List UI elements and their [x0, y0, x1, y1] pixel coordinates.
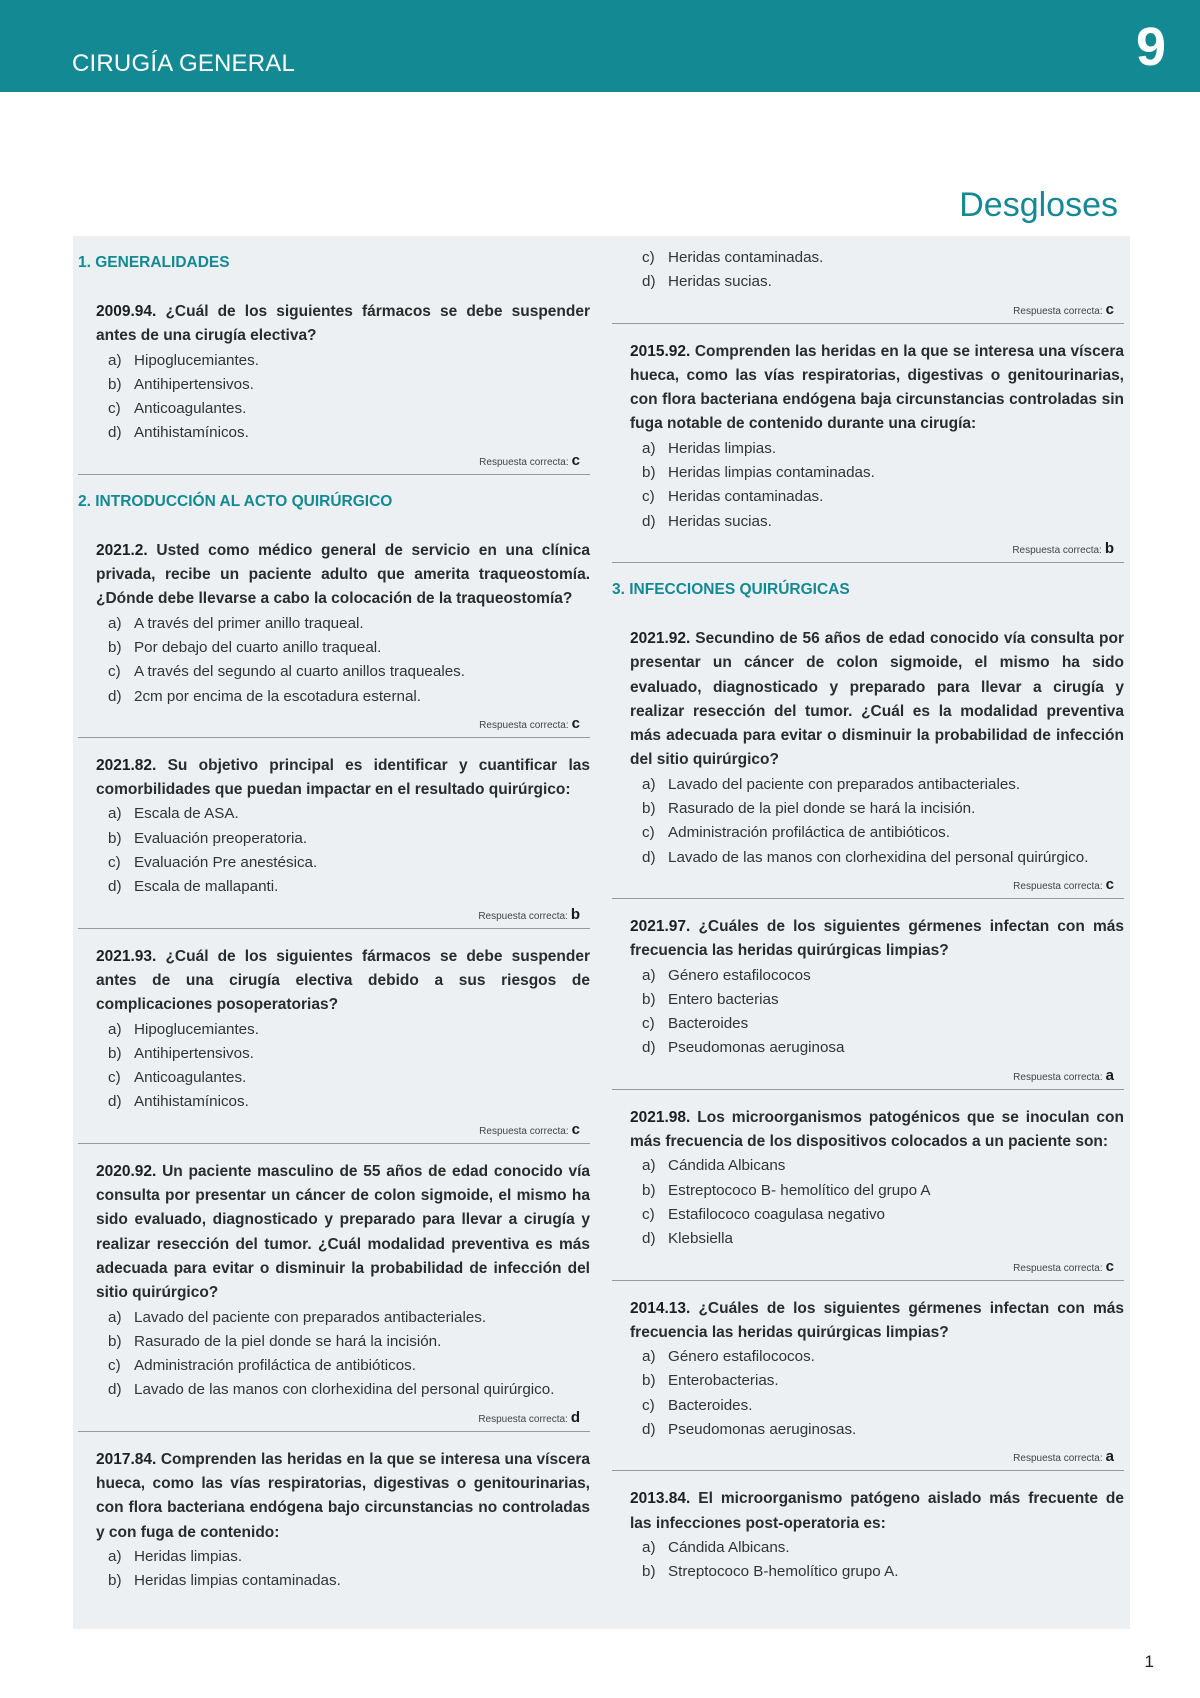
section-title: 2. INTRODUCCIÓN AL ACTO QUIRÚRGICO — [78, 492, 393, 510]
option-text: Hipoglucemiantes. — [134, 1020, 259, 1038]
options-list — [630, 1345, 1124, 1442]
divider — [612, 1089, 1124, 1090]
option-letter: a) — [642, 1157, 656, 1175]
option-item — [96, 1090, 590, 1114]
options-list — [630, 1154, 1124, 1251]
option-text: Heridas contaminadas. — [668, 488, 824, 506]
option-text: Bacteroides — [668, 1015, 749, 1033]
option-item — [630, 846, 1124, 870]
answer-label: Respuesta correcta: — [1013, 1071, 1103, 1083]
question-text: Comprenden las heridas en la que se interesa una víscera hueca, como las vías respiratorias, digestivas o genitourinarias, con flora bacteriana endógena baja circunstancias controladas sin fuga notable de contenido durante una cirugía: — [630, 342, 1124, 433]
option-text: Heridas limpias contaminadas. — [668, 464, 875, 482]
option-text: Estreptococo B- hemolítico del grupo A — [668, 1181, 931, 1199]
option-item — [630, 797, 1124, 821]
option-letter: a) — [108, 614, 122, 632]
option-text: Klebsiella — [668, 1230, 734, 1248]
question-number: 2021.2. — [96, 541, 148, 559]
option-text: Género estafilococos — [668, 966, 811, 984]
option-item — [96, 1330, 590, 1354]
chapter-number: 9 — [1135, 17, 1166, 77]
option-item — [630, 1369, 1124, 1393]
correct-answer — [630, 1448, 1124, 1468]
option-item — [630, 1203, 1124, 1227]
answer-label: Respuesta correcta: — [478, 910, 568, 922]
option-text: Heridas sucias. — [668, 512, 772, 530]
option-letter: d) — [108, 424, 122, 442]
option-item — [630, 964, 1124, 988]
option-letter: b) — [108, 375, 122, 393]
correct-answer — [630, 1258, 1124, 1278]
option-text: Pseudomonas aeruginosa — [668, 1039, 845, 1057]
correct-answer — [96, 452, 590, 472]
option-text: Lavado del paciente con preparados antibacteriales. — [134, 1308, 487, 1326]
option-item — [96, 875, 590, 899]
option-letter: b) — [642, 800, 656, 818]
answer-label: Respuesta correcta: — [479, 456, 569, 468]
question-text: El microorganismo patógeno aislado más frecuente de las infecciones post-operatoria es: — [630, 1490, 1124, 1532]
divider — [612, 562, 1124, 563]
page-heading: Desgloses — [959, 186, 1118, 224]
question-block — [612, 1297, 1124, 1469]
option-text: Rasurado de la piel donde se hará la incisión. — [668, 800, 976, 818]
option-letter: c) — [642, 1396, 655, 1414]
option-letter: d) — [642, 1230, 656, 1248]
option-letter: a) — [642, 1348, 656, 1366]
option-letter: d) — [108, 1093, 122, 1111]
section-title: 1. GENERALIDADES — [78, 254, 230, 271]
option-letter: a) — [108, 1547, 122, 1565]
option-letter: a) — [108, 805, 122, 823]
option-item — [96, 349, 590, 373]
question-number: 2021.92. — [630, 629, 691, 647]
option-letter: d) — [642, 848, 656, 866]
question-text: ¿Cuáles de los siguientes gérmenes infectan con más frecuencia las heridas quirúrgicas limpias? — [630, 917, 1124, 960]
answer-label: Respuesta correcta: — [478, 1413, 568, 1425]
option-letter: b) — [108, 638, 122, 656]
question-stem — [630, 1487, 1124, 1536]
answer-label: Respuesta correcta: — [479, 719, 569, 731]
divider — [612, 1470, 1124, 1471]
question-stem — [96, 1160, 590, 1306]
divider — [78, 737, 590, 738]
option-letter: b) — [108, 829, 122, 847]
answer-letter: a — [1105, 1448, 1114, 1466]
option-item — [630, 1179, 1124, 1203]
option-item — [96, 851, 590, 875]
option-letter: b) — [642, 1181, 656, 1199]
option-item — [630, 1227, 1124, 1251]
options-list — [96, 1018, 590, 1115]
option-item — [96, 1306, 590, 1330]
option-item — [630, 1012, 1124, 1036]
question-number: 2021.93. — [96, 947, 157, 965]
option-text: Evaluación preoperatoria. — [134, 829, 308, 847]
question-text: Un paciente masculino de 55 años de edad conocido vía consulta por presentar un cáncer de colon sigmoide, el mismo ha sido evaluado, diagnosticado y preparado para llevar a cirugía y realizar resección del tumor. ¿Cuál modalidad preventiva es más adecuada para evitar o disminuir la probabilidad de infección del sitio quirúrgico? — [96, 1162, 591, 1302]
options-list — [630, 246, 1124, 295]
question-text: ¿Cuál de los siguientes fármacos se debe suspender antes de una cirugía electiva debido a sus riesgos de complicaciones posoperatorias? — [96, 947, 590, 1014]
question-number: 2021.97. — [630, 917, 691, 935]
question-text: Secundino de 56 años de edad conocido vía consulta por presentar un cáncer de colon sigmoide, el mismo ha sido evaluado, diagnosticado y preparado para llevar a cirugía y realizar resección del tumor. ¿Cuál es la modalidad preventiva más adecuada para evitar o disminuir la probabilidad de infección del sitio quirúrgico? — [630, 629, 1124, 769]
answer-letter: b — [570, 905, 580, 923]
option-letter: b) — [642, 464, 656, 482]
divider — [78, 474, 590, 475]
option-letter: b) — [108, 1332, 122, 1350]
question-stem — [630, 1297, 1124, 1346]
correct-answer — [630, 876, 1124, 896]
option-letter: c) — [108, 1069, 121, 1087]
answer-label: Respuesta correcta: — [1012, 544, 1102, 556]
left-column — [78, 246, 590, 1593]
option-letter: b) — [642, 1563, 656, 1581]
question-block — [78, 1448, 590, 1594]
divider — [78, 1431, 590, 1432]
option-letter: c) — [642, 824, 655, 842]
question-number: 2020.92. — [96, 1162, 157, 1180]
option-letter: d) — [642, 1420, 656, 1438]
option-text: Lavado de las manos con clorhexidina del personal quirúrgico. — [134, 1381, 555, 1399]
option-letter: c) — [108, 400, 121, 418]
question-stem — [96, 945, 590, 1018]
question-number: 2013.84. — [630, 1490, 691, 1508]
option-text: Administración profiláctica de antibióticos. — [134, 1357, 416, 1375]
correct-answer — [96, 1409, 590, 1429]
option-item — [96, 1354, 590, 1378]
correct-answer — [630, 540, 1124, 560]
options-list — [630, 964, 1124, 1061]
question-stem — [96, 300, 590, 349]
divider — [612, 323, 1124, 324]
option-item — [96, 1545, 590, 1569]
options-list — [96, 1545, 590, 1594]
option-item — [630, 1345, 1124, 1369]
option-text: Género estafilococos. — [668, 1348, 815, 1366]
option-item — [96, 421, 590, 445]
option-letter: a) — [642, 1538, 656, 1556]
option-text: Cándida Albicans — [668, 1157, 786, 1175]
option-item — [630, 485, 1124, 509]
options-list — [630, 437, 1124, 534]
option-item — [630, 437, 1124, 461]
option-letter: d) — [642, 273, 656, 291]
correct-answer — [630, 1067, 1124, 1087]
correct-answer — [96, 906, 590, 926]
question-stem — [630, 1106, 1124, 1155]
answer-letter: c — [571, 1120, 580, 1138]
option-letter: c) — [642, 488, 655, 506]
option-text: Administración profiláctica de antibióticos. — [668, 824, 950, 842]
option-item — [96, 636, 590, 660]
option-item — [96, 1569, 590, 1593]
option-text: Cándida Albicans. — [668, 1538, 790, 1556]
question-number: 2014.13. — [630, 1299, 691, 1317]
question-block — [78, 300, 590, 472]
header-bar — [0, 0, 1200, 92]
answer-letter: c — [571, 451, 580, 469]
option-letter: d) — [642, 1039, 656, 1057]
question-block — [78, 1160, 590, 1429]
option-item — [630, 1536, 1124, 1560]
option-text: Anticoagulantes. — [134, 1069, 247, 1087]
option-item — [630, 1394, 1124, 1418]
option-letter: a) — [642, 439, 656, 457]
option-text: Escala de ASA. — [134, 805, 239, 823]
option-text: Lavado de las manos con clorhexidina del personal quirúrgico. — [668, 848, 1089, 866]
option-item — [630, 270, 1124, 294]
options-list — [96, 349, 590, 446]
option-letter: b) — [108, 1572, 122, 1590]
option-letter: c) — [642, 1015, 655, 1033]
option-letter: d) — [108, 1381, 122, 1399]
option-letter: c) — [108, 663, 121, 681]
question-block — [78, 945, 590, 1141]
option-text: Heridas limpias contaminadas. — [134, 1572, 341, 1590]
correct-answer — [96, 715, 590, 735]
option-text: A través del segundo al cuarto anillos traqueales. — [134, 663, 465, 681]
divider — [78, 928, 590, 929]
divider — [78, 1143, 590, 1144]
question-number: 2017.84. — [96, 1450, 157, 1468]
question-number: 2015.92. — [630, 342, 691, 360]
question-stem — [630, 915, 1124, 964]
option-text: Streptococo B-hemolítico grupo A. — [668, 1563, 899, 1581]
option-item — [96, 827, 590, 851]
options-list — [96, 1306, 590, 1403]
option-item — [96, 373, 590, 397]
answer-letter: c — [571, 714, 580, 732]
option-item — [630, 246, 1124, 270]
option-letter: c) — [642, 1205, 655, 1223]
question-stem — [96, 754, 590, 803]
question-stem — [96, 539, 590, 612]
question-block — [612, 915, 1124, 1087]
option-letter: c) — [108, 854, 121, 872]
option-item — [96, 660, 590, 684]
option-text: Anticoagulantes. — [134, 400, 247, 418]
question-text: Usted como médico general de servicio en una clínica privada, recibe un paciente adulto que amerita traqueostomía. ¿Dónde debe llevarse a cabo la colocación de la traqueostomía? — [96, 541, 590, 608]
option-letter: a) — [642, 775, 656, 793]
option-text: Heridas sucias. — [668, 273, 772, 291]
question-stem — [96, 1448, 590, 1545]
question-text: Comprenden las heridas en la que se interesa una víscera hueca, como las vías respiratorias, digestivas o genitourinarias, con flora bacteriana endógena bajo circunstancias no controladas y con fuga de contenido: — [96, 1450, 590, 1541]
option-letter: a) — [642, 966, 656, 984]
option-text: Estafilococo coagulasa negativo — [668, 1205, 885, 1223]
option-item — [96, 802, 590, 826]
option-item — [630, 988, 1124, 1012]
option-text: Rasurado de la piel donde se hará la incisión. — [134, 1332, 442, 1350]
option-text: A través del primer anillo traqueal. — [134, 614, 364, 632]
options-list — [630, 773, 1124, 870]
answer-letter: b — [1104, 539, 1114, 557]
question-text: Su objetivo principal es identificar y cuantificar las comorbilidades que puedan impactar en el resultado quirúrgico: — [96, 756, 590, 799]
answer-letter: c — [1105, 1257, 1114, 1275]
option-letter: a) — [108, 1308, 122, 1326]
option-item — [630, 461, 1124, 485]
option-text: Por debajo del cuarto anillo traqueal. — [134, 638, 382, 656]
question-block — [612, 340, 1124, 560]
question-stem — [630, 627, 1124, 773]
option-text: Heridas contaminadas. — [668, 249, 824, 266]
option-text: Bacteroides. — [668, 1396, 753, 1414]
option-item — [96, 1018, 590, 1042]
option-text: Antihipertensivos. — [134, 1044, 254, 1062]
option-item — [630, 1154, 1124, 1178]
right-column — [612, 246, 1124, 1584]
answer-letter: c — [1105, 875, 1114, 893]
question-block — [612, 1106, 1124, 1278]
option-letter: c) — [642, 249, 655, 266]
option-item — [96, 612, 590, 636]
divider — [612, 1280, 1124, 1281]
option-item — [630, 821, 1124, 845]
option-item — [630, 1036, 1124, 1060]
option-letter: a) — [108, 351, 122, 369]
section-title: 3. INFECCIONES QUIRÚRGICAS — [612, 580, 850, 598]
option-item — [96, 1066, 590, 1090]
options-list — [96, 612, 590, 709]
answer-letter: c — [1105, 300, 1114, 318]
option-letter: d) — [642, 512, 656, 530]
option-letter: a) — [108, 1020, 122, 1038]
option-text: Antihistamínicos. — [134, 424, 249, 442]
page-number: 1 — [1144, 1652, 1154, 1671]
option-item — [630, 510, 1124, 534]
question-block — [612, 627, 1124, 896]
option-text: Antihipertensivos. — [134, 375, 254, 393]
question-stem — [630, 340, 1124, 437]
divider — [612, 898, 1124, 899]
answer-label: Respuesta correcta: — [479, 1125, 569, 1137]
question-number: 2021.82. — [96, 756, 157, 774]
option-text: Enterobacterias. — [668, 1372, 779, 1390]
question-block — [612, 1487, 1124, 1584]
options-list — [96, 802, 590, 899]
option-letter: c) — [108, 1357, 121, 1375]
option-letter: b) — [642, 1372, 656, 1390]
option-item — [630, 773, 1124, 797]
option-text: Hipoglucemiantes. — [134, 351, 259, 369]
question-text: ¿Cuáles de los siguientes gérmenes infectan con más frecuencia las heridas quirúrgicas limpias? — [630, 1299, 1124, 1341]
option-item — [96, 1378, 590, 1402]
answer-letter: d — [570, 1408, 580, 1426]
question-number: 2021.98. — [630, 1108, 691, 1126]
answer-label: Respuesta correcta: — [1013, 1262, 1103, 1274]
option-letter: d) — [108, 687, 122, 705]
option-text: 2cm por encima de la escotadura esternal. — [134, 687, 422, 705]
option-item — [630, 1418, 1124, 1442]
correct-answer — [630, 301, 1124, 321]
option-item — [96, 685, 590, 709]
option-letter: b) — [642, 990, 656, 1008]
option-item — [630, 1560, 1124, 1584]
option-text: Heridas limpias. — [134, 1547, 243, 1565]
question-text: Los microorganismos patogénicos que se inoculan con más frecuencia de los dispositivos colocados a un paciente son: — [630, 1108, 1124, 1151]
options-list — [630, 1536, 1124, 1585]
option-item — [96, 397, 590, 421]
option-text: Entero bacterias — [668, 990, 779, 1008]
header-title: CIRUGÍA GENERAL — [72, 50, 296, 77]
option-text: Heridas limpias. — [668, 439, 777, 457]
question-continuation — [612, 246, 1124, 321]
option-text: Lavado del paciente con preparados antibacteriales. — [668, 775, 1021, 793]
option-text: Pseudomonas aeruginosas. — [668, 1420, 857, 1438]
answer-letter: a — [1105, 1066, 1114, 1084]
option-letter: d) — [108, 878, 122, 896]
question-block — [78, 754, 590, 926]
option-item — [96, 1042, 590, 1066]
question-block — [78, 539, 590, 735]
correct-answer — [96, 1121, 590, 1141]
option-text: Antihistamínicos. — [134, 1093, 249, 1111]
question-number: 2009.94. — [96, 303, 157, 320]
question-text: ¿Cuál de los siguientes fármacos se debe suspender antes de una cirugía electiva? — [96, 303, 590, 345]
answer-label: Respuesta correcta: — [1013, 880, 1103, 892]
answer-label: Respuesta correcta: — [1013, 1453, 1103, 1465]
option-letter: b) — [108, 1044, 122, 1062]
answer-label: Respuesta correcta: — [1013, 305, 1103, 317]
option-text: Evaluación Pre anestésica. — [134, 854, 318, 872]
option-text: Escala de mallapanti. — [134, 878, 279, 896]
